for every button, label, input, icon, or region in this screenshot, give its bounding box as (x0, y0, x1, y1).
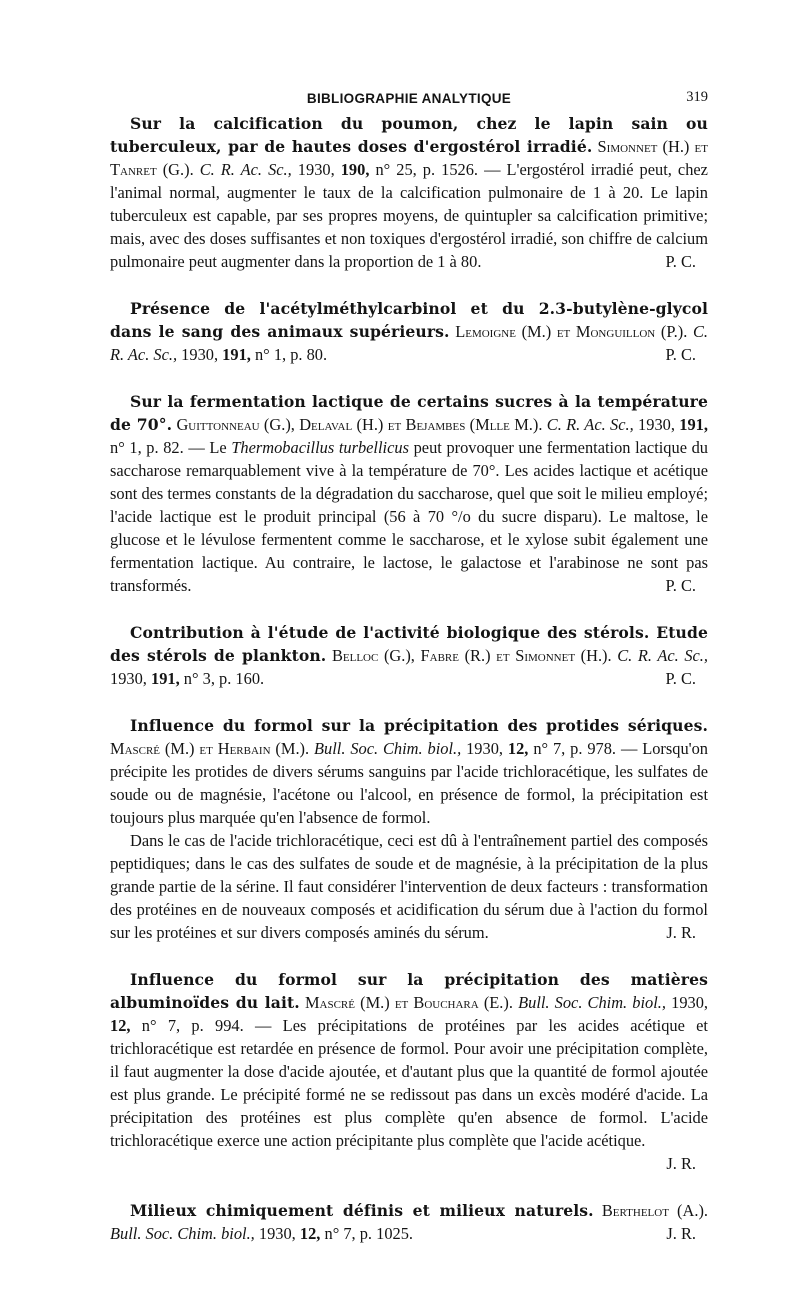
entry-volume: 191, (151, 669, 180, 688)
entry-year: 1930, (671, 993, 709, 1012)
entry-paragraph (110, 112, 708, 273)
entry-abstract: peut provoquer une fermentation lactique du saccharose remarquablement vive à la température de 70°. Les acides lactique et acétique sont des termes constants de la dégradation du saccharose, quel que soit le milieu employé; l'acide lactique est le produit principal (56 à 70 °/o du sucre disparu). Le maltose, le glucose et le lévulose fermentent comme le saccharose, et le xylose subit également une fermentation lactique. Au contraire, le lactose, le galactose et l'arabinose ne sont pas transformés. (110, 438, 708, 595)
bibliography-entry (110, 714, 708, 944)
entry-abstract: — L'ergostérol irradié peut, chez l'animal normal, augmenter le taux de la calcification pulmonaire de 1 à 20. Le lapin tuberculeux est capable, par ses propres moyens, de quintupler sa calcification primitive; mais, avec des doses suffisantes et non toxiques d'ergostérol irradié, son chiffre de calcium pulmonaire peut augmenter dans la proportion de 1 à 80. (110, 160, 708, 271)
entry-abstract-lead: — Le (188, 438, 227, 457)
entry-authors: Mascré (M.) et Bouchara (E.). (304, 993, 513, 1012)
entry-volume: 191, (679, 415, 708, 434)
entry-paragraph-continued (110, 829, 708, 944)
entry-signature-line (110, 1152, 708, 1175)
entry-year: 1930, (181, 345, 219, 364)
entry-authors: Simonnet (H.) et Tanret (G.). (110, 137, 708, 179)
entry-issue-page: n° 1, p. 80. (254, 345, 328, 364)
bibliography-entry (110, 390, 708, 597)
entry-year: 1930, (638, 415, 675, 434)
running-header (110, 86, 708, 110)
entry-authors: Belloc (G.), Fabre (R.) et Simonnet (H.). (331, 646, 612, 665)
entry-journal: Bull. Soc. Chim. biol., (518, 993, 666, 1012)
running-title: BIBLIOGRAPHIE ANALYTIQUE (306, 91, 512, 106)
entry-title: Influence du formol sur la précipitation des matières albuminoïdes du lait. (110, 970, 708, 1012)
bibliography-entry (110, 1199, 708, 1245)
entry-paragraph (110, 968, 708, 1152)
entry-journal: Bull. Soc. Chim. biol., (110, 1224, 255, 1243)
entry-title: Présence de l'acétylméthylcarbinol et du 2.3-butylène-glycol dans le sang des animaux supérieurs. (110, 299, 708, 341)
entry-issue-page: n° 3, p. 160. (183, 669, 265, 688)
entry-title: Milieux chimiquement définis et milieux naturels. (130, 1201, 594, 1220)
bibliography-entry (110, 297, 708, 366)
entry-signature: P. C. (665, 252, 696, 271)
entry-journal: Bull. Soc. Chim. biol., (314, 739, 462, 758)
entry-title: Sur la fermentation lactique de certains sucres à la température de 70°. (110, 392, 708, 434)
entry-journal: C. R. Ac. Sc., (617, 646, 708, 665)
entry-volume: 12, (299, 1224, 321, 1243)
bibliography-entry (110, 112, 708, 273)
species-name: Thermobacillus turbellicus (231, 438, 409, 457)
entry-authors: Lemoigne (M.) et Monguillon (P.). (455, 322, 688, 341)
entry-title: Sur la calcification du poumon, chez le lapin sain ou tuberculeux, par de hautes doses d'ergostérol irradié. (110, 114, 708, 156)
bibliography-entry (110, 968, 708, 1175)
entry-authors: Mascré (M.) et Herbain (M.). (110, 739, 310, 758)
entry-signature: J. R. (666, 923, 696, 942)
entry-year: 1930, (297, 160, 335, 179)
entry-paragraph (110, 390, 708, 597)
entry-signature: P. C. (665, 345, 696, 364)
entry-title: Contribution à l'étude de l'activité biologique des stérols. Etude des stérols de plankton. (110, 623, 708, 665)
entry-issue-page: n° 7, p. 978. (533, 739, 617, 758)
page-number: 319 (686, 89, 708, 105)
entry-journal: C. R. Ac. Sc., (546, 415, 634, 434)
entry-abstract: — Lorsqu'on précipite les protides de divers sérums sanguins par l'acide trichloracétique, les sulfates de soude ou de magnésie, l'acétone ou l'alcool, en présence de formol, la précipitation est toujours plus marquée qu'en l'absence de formol. (110, 739, 709, 827)
entry-paragraph (110, 297, 708, 366)
entry-issue-page: n° 7, p. 1025. (324, 1224, 414, 1243)
journal-page (110, 86, 708, 1269)
entry-signature: J. R. (666, 1154, 696, 1173)
entry-year: 1930, (258, 1224, 296, 1243)
entry-volume: 12, (507, 739, 529, 758)
entry-paragraph (110, 621, 708, 690)
entry-volume: 12, (110, 1016, 131, 1035)
entry-abstract-continued: Dans le cas de l'acide trichloracétique, ceci est dû à l'entraînement partiel des composés peptidiques; dans le cas des sulfates de soude et de magnésie, à la précipitation de la plus grande partie de la sérine. Il faut considérer l'intervention de deux facteurs : transformation des protéines en de nouveaux composés et acidification du sérum due à l'action du formol sur les protéines et sur divers composés aminés du sérum. (110, 831, 708, 942)
entry-volume: 190, (340, 160, 370, 179)
entry-paragraph (110, 714, 708, 829)
entry-issue-page: n° 25, p. 1526. (375, 160, 479, 179)
entry-year: 1930, (110, 669, 147, 688)
entry-signature: J. R. (666, 1224, 696, 1243)
entry-paragraph (110, 1199, 708, 1245)
entry-year: 1930, (466, 739, 503, 758)
entry-issue-page: n° 1, p. 82. (110, 438, 184, 457)
bibliography-entry (110, 621, 708, 690)
entry-signature: P. C. (665, 669, 696, 688)
entry-signature: P. C. (665, 576, 696, 595)
entry-abstract: — Les précipitations de protéines par les acides acétique et trichloracétique est retardée en présence de formol. Pour avoir une précipitation complète, il faut augmenter la dose d'acide ajoutée, et d'autant plus que la quantité de formol ajoutée est plus grande. Le précipité formé ne se redissout pas dans un excès modéré d'acide. La précipitation des protéines est plus complète qu'en absence de formol. L'acide trichloracétique exerce une action précipitante plus complète que l'acide acétique. (110, 1016, 708, 1150)
entry-journal: C. R. Ac. Sc., (199, 160, 292, 179)
entry-journal: C. R. Ac. Sc., (110, 322, 708, 364)
entry-title: Influence du formol sur la précipitation des protides sériques. (130, 716, 708, 735)
entry-authors: Guittonneau (G.), Delaval (H.) et Bejambes (Mlle M.). (176, 415, 543, 434)
entry-issue-page: n° 7, p. 994. (141, 1016, 244, 1035)
entry-volume: 191, (222, 345, 251, 364)
entry-authors: Berthelot (A.). (601, 1201, 708, 1220)
